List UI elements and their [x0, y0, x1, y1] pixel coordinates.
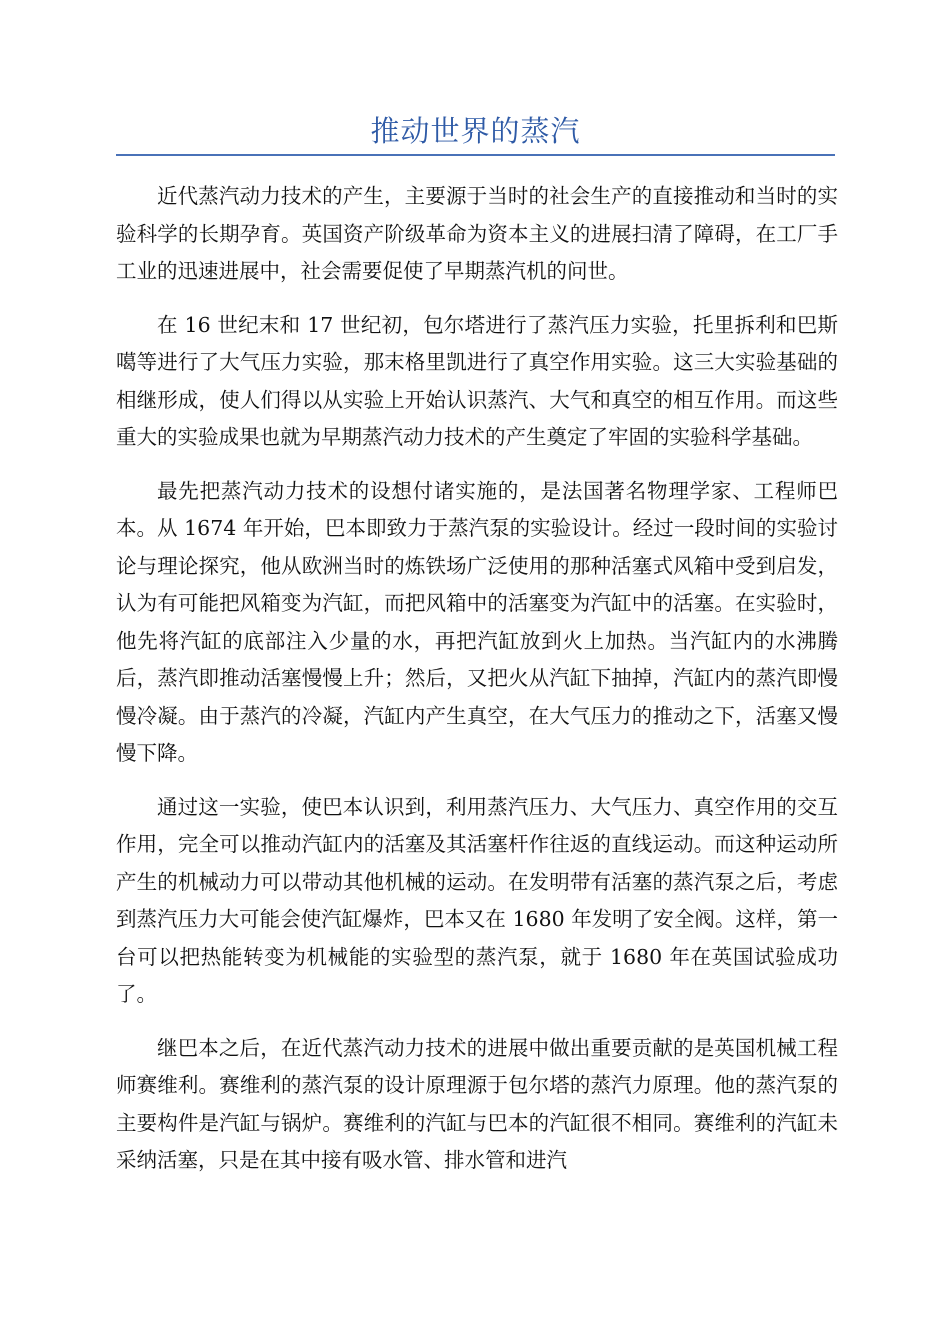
title-underline: [116, 154, 835, 156]
paragraph-3: 最先把蒸汽动力技术的设想付诸实施的，是法国著名物理学家、工程师巴本。从 1674 年开始，巴本即致力于蒸汽泵的实验设计。经过一段时间的实验讨论与理论探究，他从欧洲当时的炼铁场广泛使用的那种活塞式风箱中受到启发，认为有可能把风箱变为汽缸，而把风箱中的活塞变为汽缸中的活塞。在实验时，他先将汽缸的底部注入少量的水，再把汽缸放到火上加热。当汽缸内的水沸腾后，蒸汽即推动活塞慢慢上升；然后，又把火从汽缸下抽掉，汽缸内的蒸汽即慢慢冷凝。由于蒸汽的冷凝，汽缸内产生真空，在大气压力的推动之下，活塞又慢慢下降。: [116, 478, 838, 765]
paragraph-2: 在 16 世纪末和 17 世纪初，包尔塔进行了蒸汽压力实验，托里拆利和巴斯噶等进行了大气压力实验，那末格里凯进行了真空作用实验。这三大实验基础的相继形成，使人们得以从实验上开始认识蒸汽、大气和真空的相互作用。而这些重大的实验成果也就为早期蒸汽动力技术的产生奠定了牢固的实验科学基础。: [116, 312, 838, 449]
paragraph-4: 通过这一实验，使巴本认识到，利用蒸汽压力、大气压力、真空作用的交互作用，完全可以推动汽缸内的活塞及其活塞杆作往返的直线运动。而这种运动所产生的机械动力可以带动其他机械的运动。在发明带有活塞的蒸汽泵之后，考虑到蒸汽压力大可能会使汽缸爆炸，巴本又在 1680 年发明了安全阀。这样，第一台可以把热能转变为机械能的实验型的蒸汽泵，就于 1680 年在英国试验成功了。: [116, 794, 838, 1006]
document-body: [116, 178, 838, 1196]
paragraph-5: 继巴本之后，在近代蒸汽动力技术的进展中做出重要贡献的是英国机械工程师赛维利。赛维利的蒸汽泵的设计原理源于包尔塔的蒸汽力原理。他的蒸汽泵的主要构件是汽缸与锅炉。赛维利的汽缸与巴本的汽缸很不相同。赛维利的汽缸未采纳活塞，只是在其中接有吸水管、排水管和进汽: [116, 1035, 838, 1172]
paragraph-1: 近代蒸汽动力技术的产生，主要源于当时的社会生产的直接推动和当时的实验科学的长期孕育。英国资产阶级革命为资本主义的进展扫清了障碍，在工厂手工业的迅速进展中，社会需要促使了早期蒸汽机的问世。: [116, 184, 838, 283]
document-title: 推动世界的蒸汽: [370, 114, 581, 148]
